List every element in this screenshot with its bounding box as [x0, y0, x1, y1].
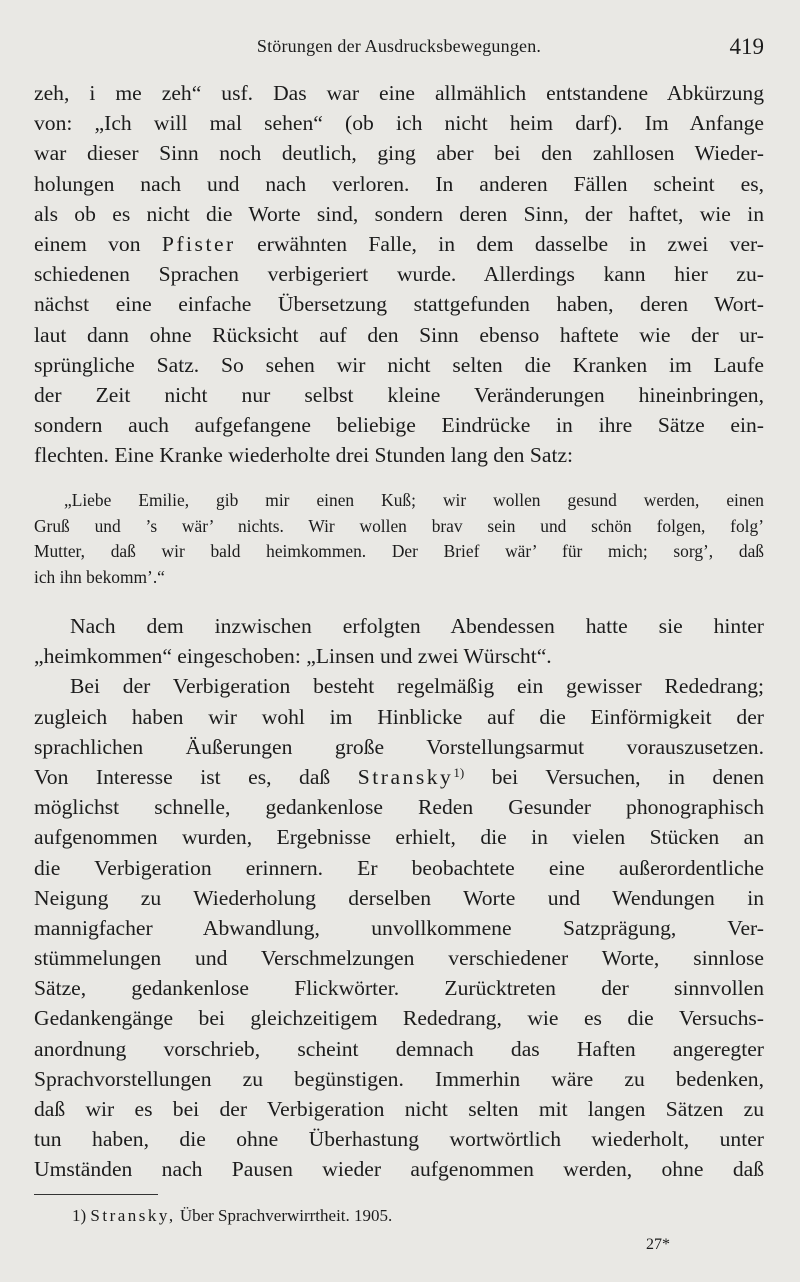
- text-line: [34, 229, 764, 259]
- text-line: zugleich haben wir wohl im Hinblicke auf die Einförmigkeit der: [34, 704, 764, 729]
- text-line: holungen nach und nach verloren. In anderen Fällen scheint es,: [34, 171, 764, 196]
- block-quote: [34, 488, 764, 590]
- quote-line: Gruß und ’s wär’ nichts. Wir wollen brav sein und schön folgen, folg’: [34, 515, 764, 536]
- text-line: „heimkommen“ eingeschoben: „Linsen und zwei Würscht“.: [34, 644, 552, 669]
- footnote: [72, 1206, 392, 1226]
- quote-line: Mutter, daß wir bald heimkommen. Der Brief wär’ für mich; sorg’, daß: [34, 541, 764, 561]
- text-line: Bei der Verbigeration besteht regelmäßig ein gewisser Rededrang;: [70, 674, 764, 699]
- text-line: als ob es nicht die Worte sind, sondern deren Sinn, der haftet, wie in: [34, 201, 764, 226]
- text-line: aufgenommen wurden, Ergebnisse erhielt, die in vielen Stücken an: [34, 825, 764, 850]
- text-fragment: bei Versuchen, in denen: [491, 764, 764, 789]
- text-line: stümmelungen und Verschmelzungen verschiedener Worte, sinnlose: [34, 946, 764, 971]
- text-line: sondern auch aufgefangene beliebige Eindrücke in ihre Sätze ein-: [34, 413, 764, 438]
- footnote-author: Stransky,: [90, 1206, 176, 1225]
- footnote-text: Über Sprachverwirrtheit. 1905.: [179, 1206, 393, 1225]
- text-line: die Verbigeration erinnern. Er beobachtete eine außerordentliche: [34, 855, 764, 880]
- text-line: Nach dem inzwischen erfolgten Abendessen hatte sie hinter: [70, 614, 764, 638]
- text-line: von: „Ich will mal sehen“ (ob ich nicht heim darf). Im Anfange: [34, 111, 764, 136]
- text-line: laut dann ohne Rücksicht auf den Sinn ebenso haftete wie der ur-: [34, 322, 764, 347]
- text-line: tun haben, die ohne Überhastung wortwörtlich wiederholt, unter: [34, 1127, 764, 1152]
- text-line: Gedankengänge bei gleichzeitigem Rededrang, wie es die Versuchs-: [34, 1006, 764, 1031]
- text-fragment: Von Interesse ist es, daß: [34, 764, 331, 789]
- text-line: Sprachvorstellungen zu begünstigen. Immerhin wäre zu bedenken,: [34, 1066, 764, 1091]
- text-line: sprachlichen Äußerungen große Vorstellungsarmut vorauszusetzen.: [34, 734, 764, 759]
- text-line: Umständen nach Pausen wieder aufgenommen werden, ohne daß: [34, 1157, 764, 1182]
- text-line: Sätze, gedankenlose Flickwörter. Zurücktreten der sinnvollen: [34, 976, 764, 1001]
- printer-signature: 27*: [646, 1236, 670, 1253]
- text-fragment: einem von: [34, 231, 141, 256]
- running-header: [34, 34, 764, 64]
- footnote-marker: 1): [72, 1206, 87, 1225]
- text-line: nächst eine einfache Übersetzung stattgefunden haben, deren Wort-: [34, 292, 764, 317]
- page-number: 419: [729, 34, 764, 59]
- text-line: sprüngliche Satz. So sehen wir nicht selten die Kranken im Laufe: [34, 352, 764, 377]
- author-name-pfister: Pfister: [161, 231, 236, 256]
- running-title: Störungen der Ausdrucksbewegungen.: [256, 36, 542, 56]
- paragraph-verbigeration-examples: [34, 78, 764, 470]
- footnote-reference: 1): [453, 764, 465, 780]
- quote-line: „Liebe Emilie, gib mir einen Kuß; wir wollen gesund werden, einen: [64, 490, 764, 510]
- text-line: der Zeit nicht nur selbst kleine Veränderungen hineinbringen,: [34, 382, 764, 407]
- text-line: war dieser Sinn noch deutlich, ging aber bei den zahllosen Wieder-: [34, 141, 764, 166]
- author-name-stransky: Stransky: [357, 764, 454, 789]
- quote-line: ich ihn bekomm’.“: [34, 566, 165, 587]
- paragraph-continuation: [34, 611, 764, 1185]
- text-line: möglichst schnelle, gedankenlose Reden Gesunder phonographisch: [34, 795, 764, 820]
- footnote-divider: [34, 1194, 158, 1195]
- text-line: zeh, i me zeh“ usf. Das war eine allmählich entstandene Abkürzung: [34, 81, 764, 105]
- text-fragment: erwähnten Falle, in dem dasselbe in zwei ver-: [257, 231, 764, 256]
- text-line: Neigung zu Wiederholung derselben Worte und Wendungen in: [34, 885, 764, 910]
- text-line: daß wir es bei der Verbigeration nicht selten mit langen Sätzen zu: [34, 1097, 764, 1121]
- text-line: [34, 762, 764, 792]
- text-line: flechten. Eine Kranke wiederholte drei Stunden lang den Satz:: [34, 443, 574, 468]
- text-line: schiedenen Sprachen verbigeriert wurde. Allerdings kann hier zu-: [34, 262, 764, 287]
- text-line: anordnung vorschrieb, scheint demnach das Haften angeregter: [34, 1036, 764, 1061]
- text-line: mannigfacher Abwandlung, unvollkommene Satzprägung, Ver-: [34, 915, 764, 940]
